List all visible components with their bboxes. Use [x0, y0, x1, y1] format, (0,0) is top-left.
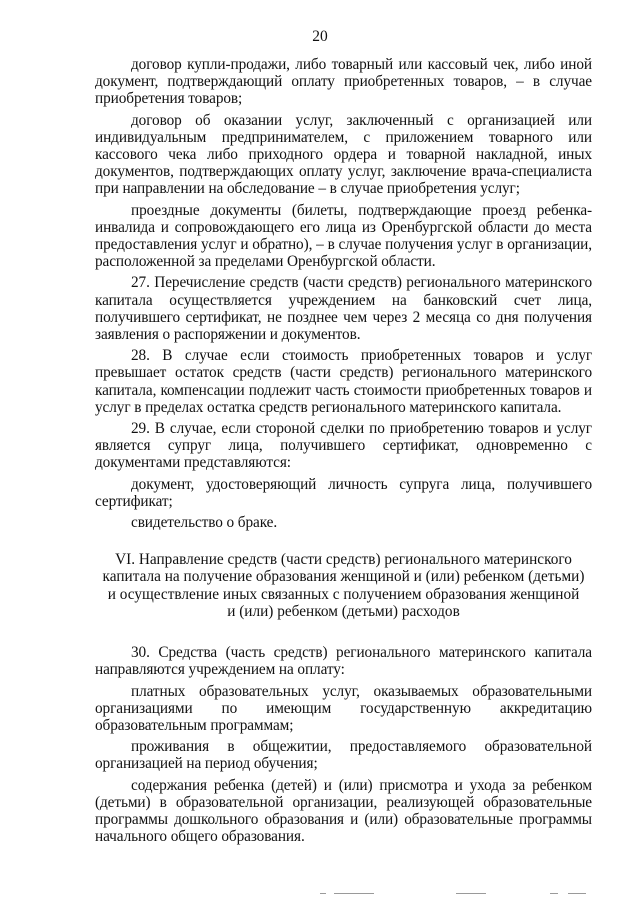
- scan-mark: [550, 893, 558, 894]
- paragraph-27: 27. Перечисление средств (части средств) регионального материнского капитала осуществляется учреждением на банковский счет лица, получившего сертификат, не позднее чем через 2 месяца со дня получения заявления о распоряжении и документов.: [95, 274, 592, 344]
- paragraph-travel-documents: проездные документы (билеты, подтверждающие проезд ребенка-инвалида и сопровождающего его лица из Оренбургской области до места предоставления услуг и обратно), – в случае получения услуг в организации, расположенной за пределами Оренбургской области.: [95, 201, 592, 271]
- document-body: [95, 56, 592, 849]
- section-heading-line: и (или) ребенком (детьми) расходов: [227, 602, 460, 620]
- scan-mark: [320, 893, 326, 894]
- section-heading-line: и осуществление иных связанных с получением образования женщиной: [107, 585, 580, 603]
- paragraph-purchase-contract: договор купли-продажи, либо товарный или кассовый чек, либо иной документ, подтверждающий оплату приобретенных товаров, – в случае приобретения товаров;: [95, 56, 592, 108]
- paragraph-dormitory: проживания в общежитии, предоставляемого образовательной организацией на период обучения;: [95, 738, 592, 773]
- paragraph-marriage-certificate: свидетельство о браке.: [131, 514, 278, 532]
- paragraph-29: 29. В случае, если стороной сделки по приобретению товаров и услуг является супруг лица, получившего сертификат, одновременно с документами представляются:: [95, 420, 592, 472]
- paragraph-service-contract: договор об оказании услуг, заключенный с организацией или индивидуальным предпринимателем, с приложением товарного или кассового чека либо приходного ордера и товарной накладной, иных документов, подтверждающих оплату услуг, заключение врача-специалиста при направлении на обследование – в случае приобретения услуг;: [95, 111, 592, 198]
- scan-mark: [568, 893, 586, 894]
- paragraph-child-care: содержания ребенка (детей) и (или) присмотра и ухода за ребенком (детьми) в образовательной организации, реализующей образовательные программы дошкольного образования и (или) образовательные программы начального общего образования.: [95, 776, 592, 846]
- scan-mark: [456, 893, 486, 894]
- paragraph-paid-education: платных образовательных услуг, оказываемых образовательными организациями по имеющим государственную аккредитацию образовательным программам;: [95, 682, 592, 734]
- scan-artifacts: [320, 890, 600, 898]
- section-heading: [95, 551, 592, 620]
- paragraph-30: 30. Средства (часть средств) регионального материнского капитала направляются учреждением на оплату:: [95, 644, 592, 679]
- section-heading-line: VI. Направление средств (части средств) регионального материнского: [115, 551, 572, 569]
- paragraph-spouse-id: документ, удостоверяющий личность супруга лица, получившего сертификат;: [95, 475, 592, 510]
- scan-mark: [334, 893, 374, 894]
- page-number: 20: [312, 28, 328, 45]
- paragraph-28: 28. В случае если стоимость приобретенных товаров и услуг превышает остаток средств (части средств) регионального материнского капитала, компенсации подлежит часть стоимости приобретенных товаров и услуг в пределах остатка средств регионального материнского капитала.: [95, 347, 592, 416]
- section-heading-line: капитала на получение образования женщиной и (или) ребенком (детьми): [102, 568, 585, 586]
